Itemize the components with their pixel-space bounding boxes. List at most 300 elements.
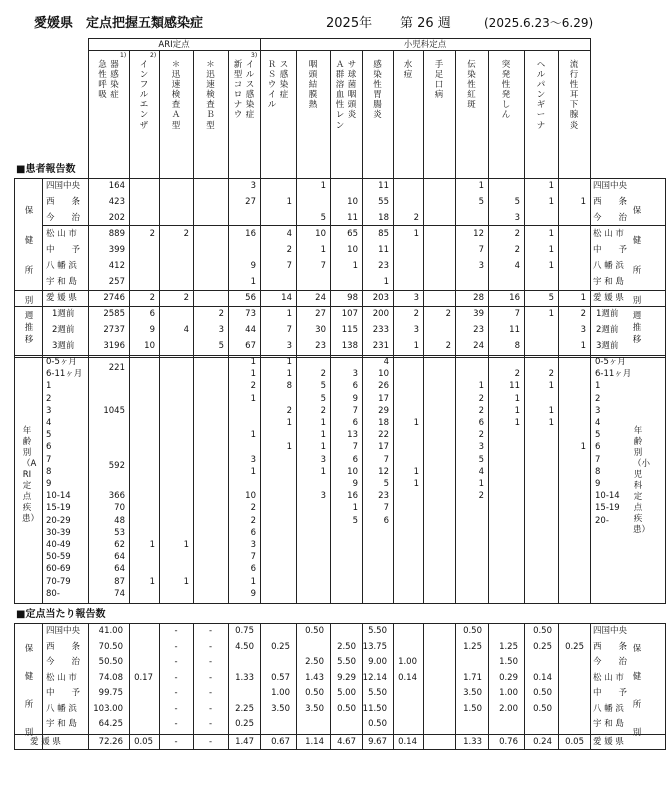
hokenjo-cell: 1: [250, 277, 256, 287]
age-cell: 3: [320, 491, 326, 502]
hokenjo-cell: 55: [378, 197, 389, 207]
per-cell: 0.25: [565, 641, 584, 652]
per-cell: 4.50: [235, 641, 254, 652]
per-cell-dash: -: [174, 688, 178, 698]
total-cell: 2746: [103, 293, 125, 303]
weekly-cell: 107: [341, 309, 358, 319]
grid-line: [260, 38, 261, 178]
weekly-row-label-right: 3週前: [596, 341, 619, 351]
weekly-cell: 138: [341, 341, 358, 351]
per-cell: 0.50: [533, 688, 552, 698]
per-row-label: 四国中央: [46, 626, 81, 636]
hokenjo-cell: 7: [286, 261, 292, 271]
hokenjo-cell: 2: [286, 245, 292, 255]
weekly-cell: 39: [473, 309, 484, 319]
age-row-label: 1: [46, 381, 52, 392]
weekly-cell: 1: [580, 341, 586, 351]
age-cell: 5: [352, 515, 358, 526]
per-total-cell: 0.05: [134, 736, 153, 747]
age-cell: 6: [352, 418, 358, 428]
grid-line: [260, 178, 261, 603]
report-week: 第 26 週: [400, 16, 451, 31]
hokenjo-row-label-right: 四国中央: [593, 181, 628, 191]
weekly-cell: 2: [413, 309, 419, 319]
per-cell-dash: -: [208, 657, 213, 667]
per-row-label-right: 八 幡 浜: [593, 703, 624, 714]
hokenjo-cell: 1: [320, 181, 326, 191]
column-header-8-cont: サ球菌咽頭炎: [347, 60, 357, 121]
total-cell: 56: [245, 293, 256, 303]
per-cell: 64.25: [98, 719, 123, 729]
age-cell: 6: [383, 515, 389, 526]
per-total-label-right: 愛 媛 県: [593, 736, 624, 747]
per-cell: 1.00: [271, 688, 290, 698]
weekly-cell: 2: [445, 341, 451, 351]
age-cell: 1: [478, 479, 484, 489]
per-cell-dash: -: [174, 719, 178, 729]
per-row-label: 西 条: [46, 641, 81, 652]
weekly-cell: 9: [149, 325, 155, 335]
hokenjo-row-label-right: 西 条: [593, 197, 628, 207]
weekly-cell: 3: [580, 325, 586, 335]
total-cell: 98: [347, 293, 358, 303]
hokenjo-cell: 1: [320, 245, 326, 255]
hokenjo-cell: 1: [478, 181, 484, 191]
per-row-label-right: 中 予: [593, 688, 628, 698]
age-cell: 7: [352, 405, 358, 416]
age-ari-group-cell: 62: [114, 540, 125, 550]
grid-line: [228, 623, 229, 749]
per-cell-dash: -: [208, 626, 213, 636]
per-cell: 3.50: [463, 688, 482, 698]
column-header-15: 流行性耳下腺炎: [569, 60, 579, 131]
per-cell: 1.25: [463, 641, 482, 652]
per-row-label: 今 治: [46, 657, 81, 667]
age-cell: 1: [250, 576, 256, 587]
age-ari-group-cell: 64: [114, 552, 125, 563]
hokenjo-cell: 1: [548, 245, 554, 255]
age-row-label: 15-19: [46, 503, 71, 514]
weekly-cell: 2585: [103, 309, 125, 319]
weekly-cell: 67: [245, 341, 256, 351]
grid-line: [558, 50, 559, 178]
per-cell: 0.57: [271, 672, 290, 683]
hokenjo-cell: 23: [378, 261, 389, 271]
per-hokenjo-side-label-right: 保健所別: [632, 644, 642, 738]
hokenjo-cell: 65: [347, 229, 358, 239]
total-cell: 2: [183, 293, 189, 303]
weekly-cell: 233: [372, 325, 389, 335]
per-cell: 0.17: [134, 672, 153, 683]
hokenjo-row-label: 宇 和 島: [46, 277, 77, 287]
age-row-label-right: 3: [595, 405, 601, 416]
grid-line: [296, 50, 297, 178]
weekly-cell: 27: [315, 309, 326, 319]
grid-line: [330, 50, 331, 178]
per-sentinel-section-title: ■定点当たり報告数: [16, 609, 106, 620]
per-row-label-right: 四国中央: [593, 626, 628, 636]
grid-line: [159, 178, 160, 603]
grid-line: [590, 38, 591, 178]
age-ari-group-cell: 48: [114, 515, 125, 526]
weekly-row-label: 1週前: [52, 309, 75, 319]
hokenjo-cell: 1: [548, 181, 554, 191]
age-cell: 3: [250, 454, 256, 465]
weekly-cell: 3: [218, 325, 224, 335]
age-cell: 9: [250, 588, 256, 599]
grid-line: [14, 623, 15, 749]
per-total-dash: -: [174, 736, 178, 747]
age-cell: 1: [250, 393, 256, 404]
age-row-label-right: 9: [595, 479, 601, 489]
grid-line: [42, 623, 43, 749]
weekly-row-label-right: 2週前: [596, 325, 619, 335]
hokenjo-cell: 164: [108, 181, 125, 191]
column-footnote-mark: 1): [120, 52, 127, 59]
hokenjo-cell: 11: [378, 181, 389, 191]
age-cell: 1: [548, 418, 554, 428]
per-total-cell: 9.67: [368, 736, 387, 747]
age-cell: 1: [149, 576, 155, 587]
age-cell: 10: [347, 466, 358, 477]
per-cell: 0.50: [463, 626, 482, 636]
column-header-11: 手足口病: [434, 60, 444, 101]
per-cell: 0.50: [305, 626, 324, 636]
grid-line: [159, 623, 160, 749]
weekly-cell: 2: [218, 309, 224, 319]
hokenjo-cell: 1: [352, 261, 358, 271]
age-ari-group-cell: 592: [108, 460, 125, 471]
age-row-label-right: 10-14: [595, 491, 620, 502]
grid-line: [296, 178, 297, 603]
age-cell: 2: [250, 503, 256, 514]
age-cell: 12: [378, 466, 389, 477]
per-cell: 5.50: [368, 626, 387, 636]
per-cell: 0.50: [305, 688, 324, 698]
weekly-cell: 1: [413, 341, 419, 351]
grid-line: [423, 178, 424, 603]
hokenjo-side-label: 保健所別: [24, 206, 34, 306]
hokenjo-cell: 4: [514, 261, 520, 271]
hokenjo-row-label: 八 幡 浜: [46, 261, 77, 271]
hokenjo-cell: 2: [514, 229, 520, 239]
weekly-cell: 23: [473, 325, 484, 335]
weekly-cell: 30: [315, 325, 326, 335]
age-ari-group-cell: 74: [114, 588, 125, 599]
age-cell: 5: [320, 393, 326, 404]
column-header-14: ヘルパンギーナ: [536, 60, 546, 131]
hokenjo-cell: 10: [315, 229, 326, 239]
age-row-label: 7: [46, 454, 52, 465]
age-cell: 1: [250, 369, 256, 380]
hokenjo-cell: 1: [548, 229, 554, 239]
grid-line: [330, 623, 331, 749]
hokenjo-cell: 889: [108, 229, 125, 239]
per-cell-dash: -: [208, 688, 213, 698]
hokenjo-cell: 2: [514, 245, 520, 255]
age-cell: 7: [250, 552, 256, 563]
age-cell: 6: [352, 381, 358, 392]
grid-line: [558, 623, 559, 749]
grid-line: [455, 178, 456, 603]
hokenjo-cell: 257: [108, 277, 125, 287]
age-ari-group-cell: 366: [108, 491, 125, 502]
grid-line: [393, 178, 394, 603]
age-cell: 17: [378, 442, 389, 453]
total-cell: 3: [413, 293, 419, 303]
per-cell: 103.00: [93, 703, 123, 714]
age-cell: 2: [478, 393, 484, 404]
per-cell: 13.75: [362, 641, 387, 652]
grid-line: [14, 178, 15, 603]
age-cell: 2: [286, 405, 292, 416]
column-header-5-cont: イルス感染症: [245, 60, 255, 121]
age-cell: 1: [286, 357, 292, 367]
per-cell: 50.50: [98, 657, 123, 667]
per-cell: 1.25: [499, 641, 518, 652]
hokenjo-cell: 1: [580, 197, 586, 207]
per-cell: 0.75: [235, 626, 254, 636]
per-total-label: 愛 媛 県: [30, 736, 61, 747]
age-row-label-right: 2: [595, 393, 601, 404]
weekly-cell: 200: [372, 309, 389, 319]
per-cell-dash: -: [174, 626, 178, 636]
age-cell: 1: [514, 405, 520, 416]
pediatric-group-label: 小児科定点: [403, 40, 447, 50]
age-row-label-right: 6-11ヶ月: [595, 369, 632, 380]
age-cell: 1: [413, 418, 419, 428]
per-cell: 1.50: [499, 657, 518, 667]
weekly-cell: 115: [341, 325, 358, 335]
per-cell: 2.50: [305, 657, 324, 667]
age-cell: 7: [352, 442, 358, 453]
age-row-label-right: 8: [595, 466, 601, 477]
hokenjo-cell: 3: [478, 261, 484, 271]
age-row-label: 9: [46, 479, 52, 489]
age-cell: 2: [250, 381, 256, 392]
per-row-label: 松 山 市: [46, 672, 77, 683]
per-row-label-right: 宇 和 島: [593, 719, 624, 729]
age-cell: 18: [378, 418, 389, 428]
grid-line: [455, 50, 456, 178]
hokenjo-row-label: 四国中央: [46, 181, 81, 191]
grid-line: [14, 178, 666, 179]
weekly-cell: 7: [514, 309, 520, 319]
hokenjo-cell: 10: [347, 245, 358, 255]
age-cell: 2: [548, 369, 554, 380]
weekly-side-label-right: 週推移: [632, 311, 642, 345]
weekly-cell: 2737: [103, 325, 125, 335]
hokenjo-cell: 1: [548, 197, 554, 207]
grid-line: [14, 734, 666, 735]
per-row-label-right: 西 条: [593, 641, 628, 652]
weekly-cell: 44: [245, 325, 256, 335]
per-cell-dash: -: [174, 672, 178, 683]
per-cell: 5.50: [337, 657, 356, 667]
weekly-cell: 73: [245, 309, 256, 319]
age-ari-group-cell: 87: [114, 576, 125, 587]
hokenjo-cell: 27: [245, 197, 256, 207]
age-cell: 2: [514, 369, 520, 380]
per-cell: 0.25: [533, 641, 552, 652]
age-ari-group-cell: 221: [108, 363, 125, 374]
column-header-3: ＊迅速検査Ａ型: [171, 60, 181, 131]
per-cell-dash: -: [174, 641, 178, 652]
age-cell: 6: [478, 418, 484, 428]
age-cell: 6: [250, 564, 256, 575]
hokenjo-cell: 11: [378, 245, 389, 255]
weekly-cell: 5: [218, 341, 224, 351]
hokenjo-cell: 1: [383, 277, 389, 287]
grid-line: [423, 50, 424, 178]
per-cell: 2.25: [235, 703, 254, 714]
per-cell: 1.71: [463, 672, 482, 683]
age-row-label: 40-49: [46, 540, 71, 550]
age-row-label: 50-59: [46, 552, 71, 563]
weekly-cell: 10: [144, 341, 155, 351]
grid-line: [88, 178, 89, 603]
hokenjo-cell: 1: [413, 229, 419, 239]
total-cell: 28: [473, 293, 484, 303]
hokenjo-cell: 11: [347, 213, 358, 223]
age-cell: 22: [378, 430, 389, 441]
per-cell: 74.08: [98, 672, 123, 683]
age-cell: 3: [250, 540, 256, 550]
hokenjo-cell: 2: [149, 229, 155, 239]
hokenjo-cell: 9: [250, 261, 256, 271]
per-cell: 1.43: [305, 672, 324, 683]
age-row-label-right: 1: [595, 381, 601, 392]
age-cell: 9: [352, 393, 358, 404]
per-cell: 2.50: [337, 641, 356, 652]
hokenjo-row-label-right: 松 山 市: [593, 229, 624, 239]
hokenjo-cell: 1: [548, 261, 554, 271]
per-total-cell: 4.67: [337, 736, 356, 747]
grid-line: [14, 306, 666, 307]
per-cell: 0.50: [368, 719, 387, 729]
weekly-cell: 1: [548, 309, 554, 319]
age-row-label-right: 15-19: [595, 503, 620, 514]
per-cell-dash: -: [208, 703, 213, 714]
grid-line: [88, 38, 89, 178]
age-cell: 1: [286, 369, 292, 380]
age-cell: 5: [478, 454, 484, 465]
grid-line: [129, 623, 130, 749]
age-cell: 13: [347, 430, 358, 441]
grid-line: [193, 623, 194, 749]
age-cell: 4: [478, 466, 484, 477]
grid-line: [42, 178, 43, 603]
age-row-label: 4: [46, 418, 52, 428]
per-total-cell: 72.26: [98, 736, 123, 747]
per-total-cell: 1.14: [305, 736, 324, 747]
age-side-label-left: 年齢別（ARI定点疾患）: [22, 426, 40, 524]
age-cell: 4: [383, 357, 389, 367]
hokenjo-row-label: 中 予: [46, 245, 81, 255]
per-cell: 1.50: [463, 703, 482, 714]
grid-line: [129, 178, 130, 603]
column-header-6: ＲＳウイル: [267, 60, 277, 111]
weekly-cell: 1: [286, 309, 292, 319]
per-cell: 70.50: [98, 641, 123, 652]
grid-line: [524, 178, 525, 603]
age-cell: 1: [320, 466, 326, 477]
grid-line: [362, 623, 363, 749]
age-cell: 1: [320, 442, 326, 453]
age-cell: 2: [320, 369, 326, 380]
grid-line: [14, 623, 666, 624]
column-header-2: インフルエンザ: [139, 60, 149, 131]
hokenjo-cell: 5: [478, 197, 484, 207]
age-cell: 7: [383, 503, 389, 514]
age-row-label: 60-69: [46, 564, 71, 575]
age-row-label: 20-29: [46, 515, 71, 526]
hokenjo-cell: 3: [250, 181, 256, 191]
grid-line: [88, 38, 590, 39]
per-cell: 1.00: [398, 657, 417, 667]
per-cell: 0.14: [398, 672, 417, 683]
per-cell: 3.50: [271, 703, 290, 714]
total-row-label: 愛 媛 県: [46, 293, 77, 303]
age-row-label: 70-79: [46, 576, 71, 587]
column-header-9: 感染性胃腸炎: [373, 60, 382, 121]
per-cell: 5.50: [368, 688, 387, 698]
total-cell: 5: [548, 293, 554, 303]
age-cell: 2: [478, 491, 484, 502]
age-cell: 1: [250, 466, 256, 477]
per-total-cell: 0.14: [398, 736, 417, 747]
hokenjo-cell: 5: [320, 213, 326, 223]
grid-line: [14, 357, 666, 358]
per-cell: 0.50: [533, 626, 552, 636]
age-cell: 26: [378, 381, 389, 392]
grid-line: [88, 623, 89, 749]
grid-line: [159, 50, 160, 178]
per-hokenjo-side-label: 保健所別: [24, 644, 34, 738]
grid-line: [228, 178, 229, 603]
hokenjo-row-label-right: 今 治: [593, 213, 628, 223]
grid-line: [488, 623, 489, 749]
column-header-10: 水痘: [403, 60, 413, 81]
age-cell: 1: [320, 430, 326, 441]
age-cell: 1: [413, 466, 419, 477]
age-cell: 9: [352, 479, 358, 489]
per-total-dash: -: [208, 736, 213, 747]
age-cell: 8: [286, 381, 292, 392]
hokenjo-row-label: 松 山 市: [46, 229, 77, 239]
grid-line: [590, 178, 591, 603]
per-row-label-right: 今 治: [593, 657, 628, 667]
per-row-label: 宇 和 島: [46, 719, 77, 729]
total-cell: 16: [509, 293, 520, 303]
hokenjo-cell: 399: [108, 245, 125, 255]
age-cell: 2: [478, 405, 484, 416]
per-row-label: 中 予: [46, 688, 81, 698]
grid-line: [455, 623, 456, 749]
per-row-label: 八 幡 浜: [46, 703, 77, 714]
total-cell: 24: [315, 293, 326, 303]
age-cell: 11: [509, 381, 520, 392]
age-row-label: 10-14: [46, 491, 71, 502]
hokenjo-cell: 16: [245, 229, 256, 239]
column-header-1-cont: 器感染症: [110, 60, 119, 101]
age-ari-group-cell: 53: [114, 527, 125, 538]
age-cell: 1: [478, 381, 484, 392]
per-cell: 0.29: [499, 672, 518, 683]
grid-line: [228, 50, 229, 178]
column-header-13: 突発性発しん: [501, 60, 511, 121]
age-cell: 3: [478, 442, 484, 453]
